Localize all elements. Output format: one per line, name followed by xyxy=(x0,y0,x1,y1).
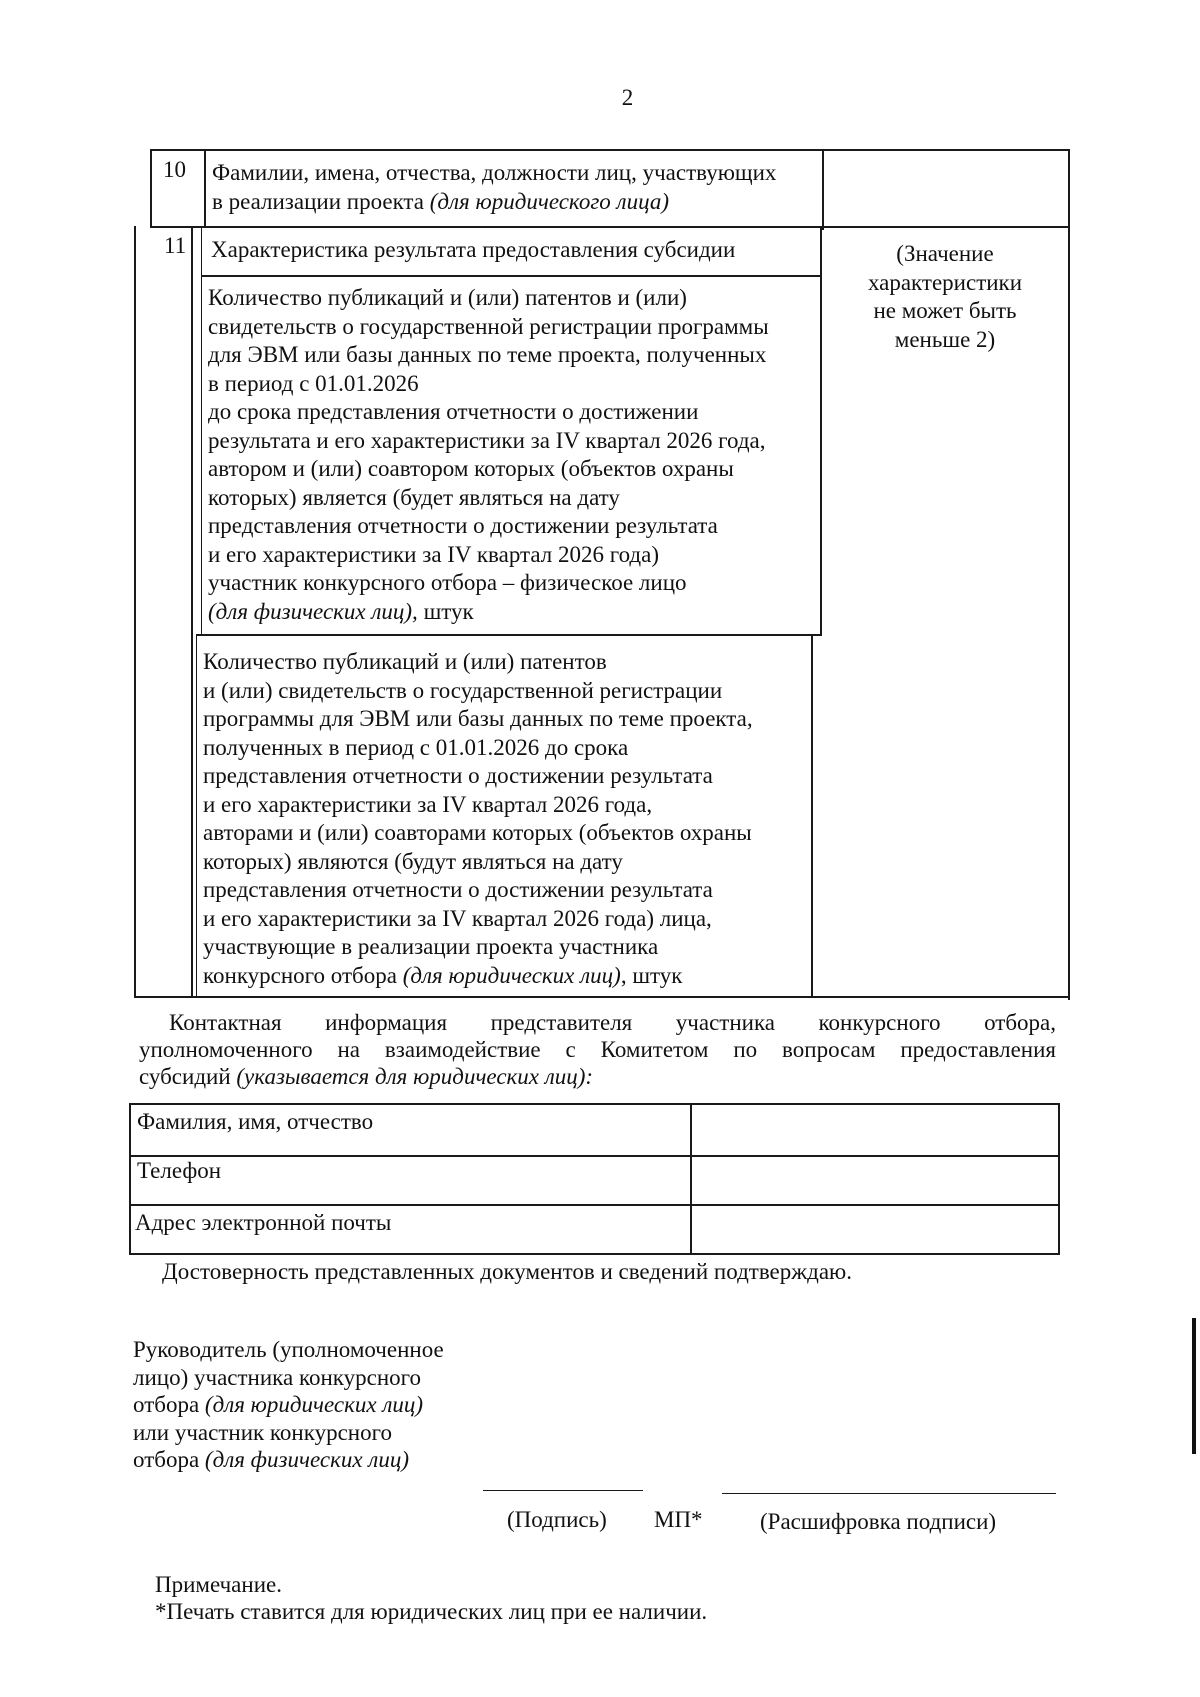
table-border xyxy=(129,1103,131,1255)
contact-row-label: Фамилия, имя, отчество xyxy=(137,1109,374,1134)
table-border xyxy=(820,226,822,636)
text-line: которых) является (будет являться на дату xyxy=(208,484,620,510)
text-line: Контактная информация представителя участника конкурсного отбора, xyxy=(169,1010,1056,1035)
physical-person-indicator xyxy=(208,284,769,626)
italic-note: (для юридических лиц) xyxy=(402,962,621,988)
text-line: участник конкурсного отбора – физическое лицо xyxy=(208,570,687,595)
text-line: представления отчетности о достижении результата xyxy=(208,513,718,538)
table-border xyxy=(202,275,822,277)
table-border xyxy=(1058,1103,1060,1255)
text-line: автором и (или) соавтором которых (объектов охраны xyxy=(208,456,734,481)
contact-row-label: Адрес электронной почты xyxy=(135,1210,392,1235)
text-line: программы для ЭВМ или базы данных по теме проекта, xyxy=(203,706,753,731)
table-border xyxy=(822,150,824,230)
signature-line xyxy=(483,1490,643,1491)
table-border xyxy=(150,150,152,228)
table-border xyxy=(191,226,193,998)
table-border xyxy=(150,226,1070,228)
contact-intro xyxy=(139,1009,1056,1090)
italic-note: (указывается для юридических лиц): xyxy=(236,1064,594,1089)
text-line: в реализации проекта (для юридического лица) xyxy=(212,188,670,214)
table-border xyxy=(196,634,821,636)
text-line: субсидий (указывается для юридических лиц): xyxy=(139,1064,594,1089)
table-border xyxy=(129,1204,1060,1206)
text-line: свидетельств о государственной регистрации программы xyxy=(208,313,769,339)
decoding-caption: (Расшифровка подписи) xyxy=(760,1509,997,1534)
text-line: и его характеристики за IV квартал 2026 года, xyxy=(203,791,653,817)
text-line: представления отчетности о достижении результата xyxy=(203,877,713,902)
table-border xyxy=(690,1103,692,1255)
text-line: отбора (для юридических лиц) xyxy=(133,1392,424,1417)
table-border xyxy=(196,636,197,998)
text-line: и (или) свидетельств о государственной регистрации xyxy=(203,677,723,703)
note-line: (Значение xyxy=(896,241,994,266)
row-number: 10 xyxy=(163,157,186,182)
signature-decoding-line xyxy=(722,1493,1056,1494)
italic-note: (для юридических лиц) xyxy=(204,1392,424,1417)
text-line: до срока представления отчетности о достижении xyxy=(208,399,699,424)
text-line: уполномоченного на взаимодействие с Комитетом по вопросам предоставления xyxy=(139,1037,1056,1062)
text-line: конкурсного отбора (для юридических лиц), штук xyxy=(203,962,683,988)
text-line: Фамилии, имена, отчества, должности лиц, участвующих xyxy=(212,160,777,185)
table-border xyxy=(1068,150,1070,1000)
text-line: и его характеристики за IV квартал 2026 года) лица, xyxy=(203,905,712,931)
text-line: и его характеристики за IV квартал 2026 года) xyxy=(208,541,660,567)
legal-entity-indicator xyxy=(203,648,753,990)
table-border xyxy=(134,226,136,998)
row10-text xyxy=(212,159,776,216)
text-line: авторами и (или) соавторами которых (объектов охраны xyxy=(203,820,752,845)
text-line: для ЭВМ или базы данных по теме проекта, полученных xyxy=(208,342,767,367)
contact-row-label: Телефон xyxy=(137,1158,222,1183)
table-border xyxy=(134,996,1070,998)
table-border xyxy=(204,150,206,228)
text-line: или участник конкурсного xyxy=(133,1419,392,1445)
table-border xyxy=(150,149,1070,151)
signature-caption: (Подпись) xyxy=(507,1507,607,1532)
text-line: (для физических лиц), штук xyxy=(208,598,474,624)
confirmation-statement: Достоверность представленных документов и сведений подтверждаю. xyxy=(162,1259,852,1284)
note-title: Примечание. xyxy=(155,1572,282,1597)
text-line: Количество публикаций и (или) патентов xyxy=(203,649,607,674)
row-number: 11 xyxy=(164,233,187,258)
text-line: которых) являются (будут являться на дату xyxy=(203,848,623,874)
text-line: представления отчетности о достижении результата xyxy=(203,763,713,788)
stamp-caption: МП* xyxy=(654,1507,703,1532)
note-text: *Печать ставится для юридических лиц при ее наличии. xyxy=(155,1599,708,1624)
note-line: меньше 2) xyxy=(894,326,996,352)
table-border xyxy=(129,1155,1060,1157)
table-border xyxy=(129,1253,1060,1255)
text-line: результата и его характеристики за IV квартал 2026 года, xyxy=(208,427,766,453)
text-line: полученных в период с 01.01.2026 до срока xyxy=(203,734,629,760)
page-number: 2 xyxy=(621,85,634,110)
note-line: не может быть xyxy=(873,298,1017,323)
text-line: Количество публикаций и (или) патентов и (или) xyxy=(208,285,687,310)
table-border xyxy=(811,634,813,998)
italic-note: (для физических лиц) xyxy=(204,1447,409,1472)
text-line: участвующие в реализации проекта участника xyxy=(203,934,659,959)
text-line: лицо) участника конкурсного xyxy=(133,1364,421,1390)
row11-header: Характеристика результата предоставления субсидии xyxy=(211,237,736,262)
text-line: отбора (для физических лиц) xyxy=(133,1447,409,1472)
table-border xyxy=(129,1103,1060,1105)
signer-block xyxy=(133,1336,444,1474)
italic-note: (для физических лиц), xyxy=(208,598,418,624)
italic-note: (для юридического лица) xyxy=(429,188,670,214)
note-line: характеристики xyxy=(867,269,1023,295)
text-line: в период с 01.01.2026 xyxy=(208,370,419,396)
scan-margin-mark xyxy=(1192,1318,1196,1454)
row11-note xyxy=(835,240,1055,354)
text-line: Руководитель (уполномоченное xyxy=(133,1337,444,1362)
table-border xyxy=(201,226,202,636)
